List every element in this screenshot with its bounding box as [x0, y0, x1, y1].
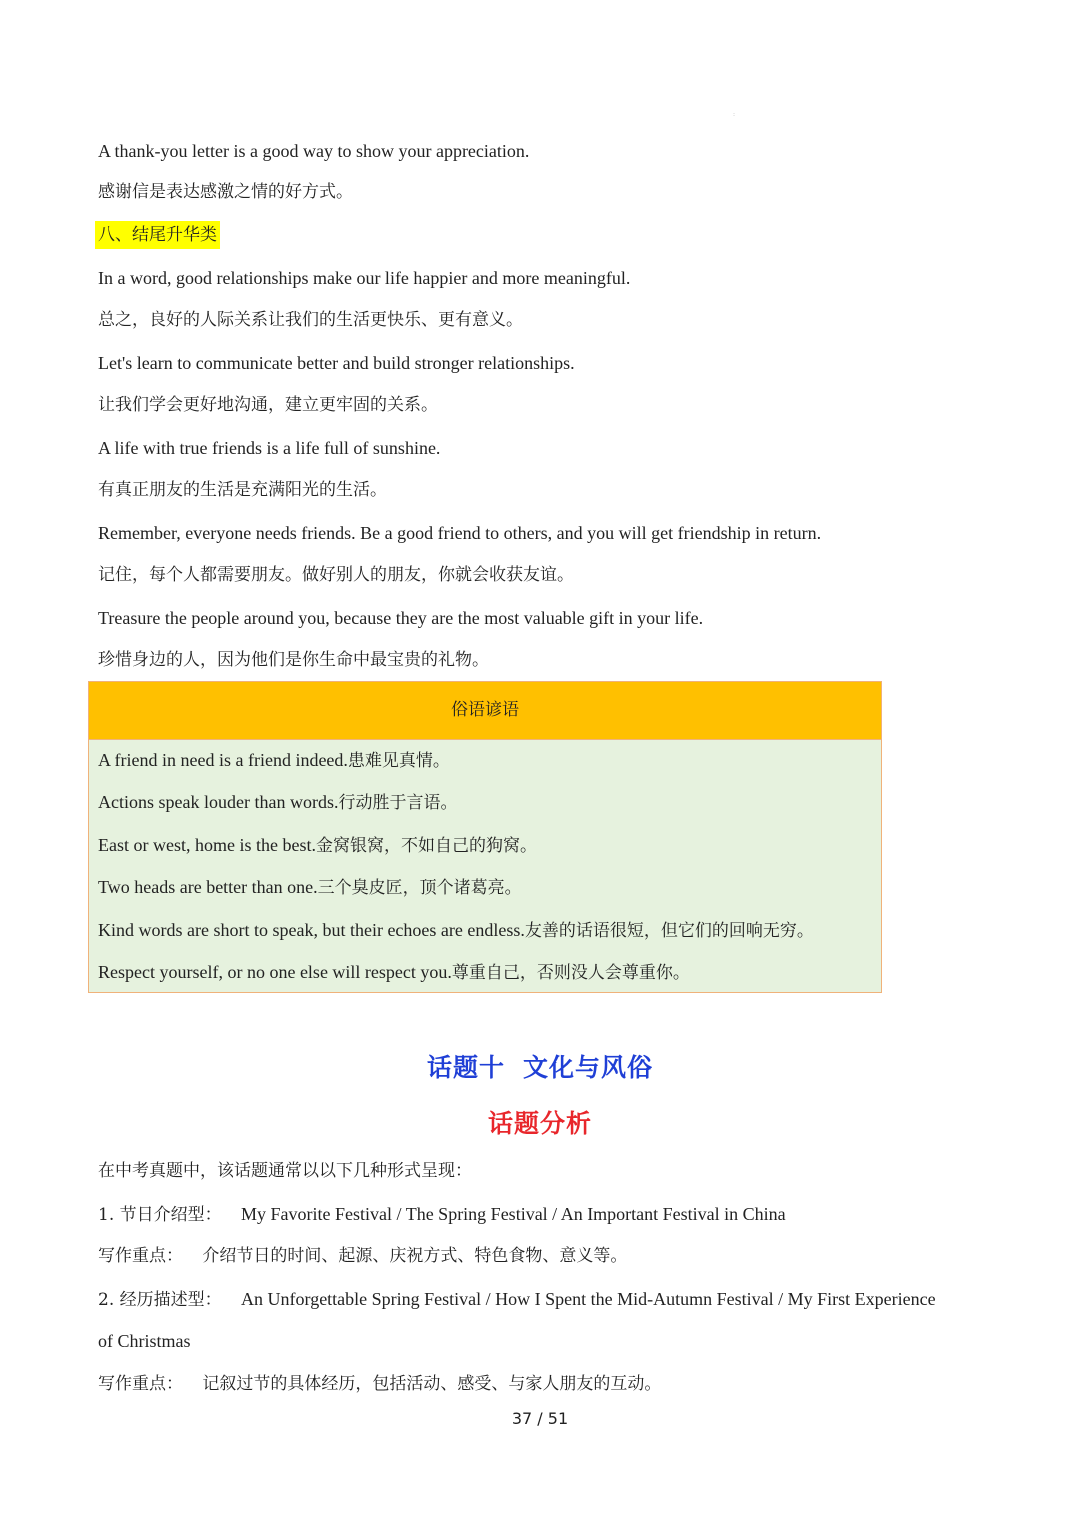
closing-line-zh: 记住，每个人都需要朋友。做好别人的朋友，你就会收获友谊。 — [98, 565, 574, 585]
focus-label: 写作重点： — [98, 1246, 183, 1266]
section-heading-text: 八、结尾升华类 — [95, 221, 220, 249]
closing-line-zh: 有真正朋友的生活是充满阳光的生活。 — [98, 480, 387, 500]
intro-zh: 感谢信是表达感激之情的好方式。 — [98, 182, 353, 202]
proverbs-table — [88, 681, 882, 993]
topic-number: 话题十 — [426, 1053, 505, 1082]
closing-line-en: Treasure the people around you, because they are the most valuable gift in your life. — [98, 608, 704, 628]
closing-line-en: A life with true friends is a life full of sunshine. — [98, 438, 441, 458]
proverb-zh: 三个臭皮匠，顶个诸葛亮。 — [317, 878, 522, 898]
type-2 — [98, 1287, 936, 1312]
closing-line-en: Remember, everyone needs friends. Be a good friend to others, and you will get friendship in return. — [98, 523, 822, 543]
focus-label: 写作重点： — [98, 1374, 183, 1394]
closing-line-en: Let's learn to communicate better and build stronger relationships. — [98, 353, 575, 373]
focus-text: 记叙过节的具体经历，包括活动、感受、与家人朋友的互动。 — [202, 1374, 662, 1394]
topic-title — [0, 1048, 1080, 1084]
type-2-titles-cont: of Christmas — [98, 1331, 191, 1351]
proverb-en: Two heads are better than one. — [98, 877, 318, 897]
analysis-title: 话题分析 — [487, 1109, 592, 1138]
proverb-item — [98, 748, 450, 773]
proverb-en: East or west, home is the best. — [98, 835, 316, 855]
proverbs-title: 俗语谚语 — [89, 682, 881, 740]
analysis-lead: 在中考真题中，该话题通常以以下几种形式呈现： — [98, 1161, 472, 1181]
proverb-zh: 友善的话语很短，但它们的回响无穷。 — [524, 921, 814, 941]
proverb-zh: 行动胜于言语。 — [338, 793, 458, 813]
type-1-titles: My Favorite Festival / The Spring Festival / An Important Festival in China — [241, 1204, 786, 1224]
closing-line-zh: 珍惜身边的人，因为他们是你生命中最宝贵的礼物。 — [98, 650, 489, 670]
proverb-item — [98, 918, 814, 943]
closing-line-zh: 总之，良好的人际关系让我们的生活更快乐、更有意义。 — [98, 310, 523, 330]
proverb-zh: 患难见真情。 — [347, 751, 450, 771]
proverb-en: Kind words are short to speak, but their echoes are endless. — [98, 920, 525, 940]
topic-name: 文化与风俗 — [523, 1053, 654, 1082]
proverb-item — [98, 960, 690, 985]
proverb-item — [98, 875, 522, 900]
proverb-zh: 金窝银窝，不如自己的狗窝。 — [315, 836, 537, 856]
proverb-item — [98, 833, 537, 858]
type-1-label: 1. 节日介绍型： — [98, 1205, 222, 1225]
closing-line-zh: 让我们学会更好地沟通，建立更牢固的关系。 — [98, 395, 438, 415]
proverb-zh: 尊重自己，否则没人会尊重你。 — [451, 963, 690, 983]
section-heading — [98, 223, 220, 247]
proverb-en: A friend in need is a friend indeed. — [98, 750, 348, 770]
proverb-en: Respect yourself, or no one else will respect you. — [98, 962, 452, 982]
proverb-en: Actions speak louder than words. — [98, 792, 339, 812]
page-number: 37 / 51 — [511, 1409, 569, 1428]
type-2-label: 2. 经历描述型： — [98, 1290, 222, 1310]
type-1 — [98, 1202, 786, 1227]
type-2-titles: An Unforgettable Spring Festival / How I Spent the Mid-Autumn Festival / My First Experience — [241, 1289, 936, 1309]
intro-en: A thank-you letter is a good way to show your appreciation. — [98, 141, 530, 161]
closing-line-en: In a word, good relationships make our life happier and more meaningful. — [98, 268, 631, 288]
proverb-item — [98, 790, 457, 815]
focus-text: 介绍节日的时间、起源、庆祝方式、特色食物、意义等。 — [202, 1246, 628, 1266]
type-1-focus — [98, 1244, 627, 1268]
type-2-focus — [98, 1372, 661, 1396]
header-mark: : — [733, 111, 736, 118]
